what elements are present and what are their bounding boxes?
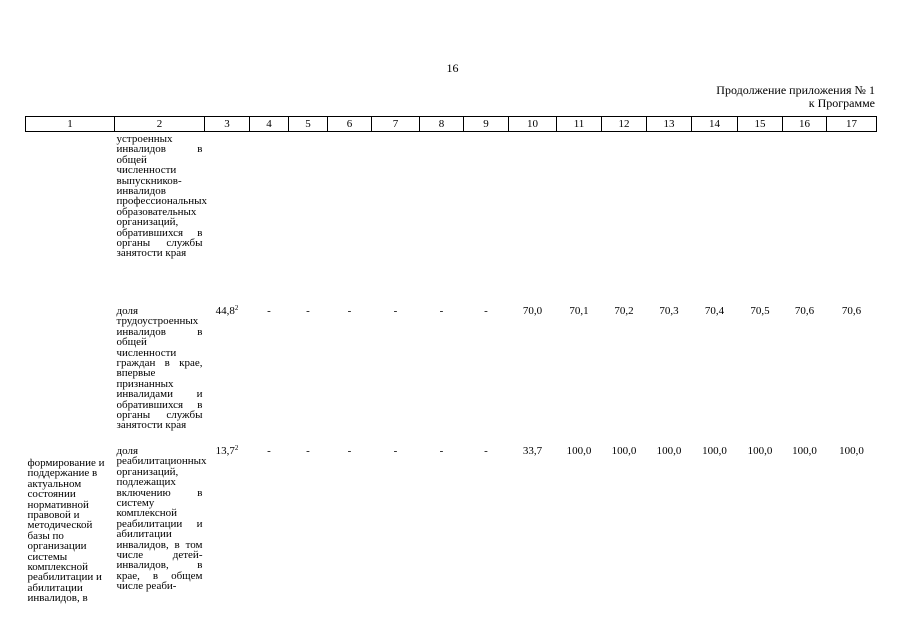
- value-cell: -: [306, 445, 310, 457]
- value-cell: [250, 132, 289, 303]
- value-cell: [783, 132, 827, 303]
- value-cell: [464, 132, 509, 303]
- table-row: [26, 132, 877, 303]
- value-cell: -: [347, 445, 352, 457]
- indicator-cell: доля реабилитационных организаций, подлежащих включению в систему комплексной реабилитации и абилитации инвалидов, в том числе детей-инвалидов, в крае, в общем числе реаби-: [116, 445, 207, 593]
- value-cell: -: [484, 445, 488, 457]
- column-header: 10: [509, 117, 557, 132]
- value-cell: 70,3: [659, 305, 679, 317]
- column-header: 6: [328, 117, 372, 132]
- value-cell: 70,1: [569, 305, 589, 317]
- table-row: [26, 440, 877, 604]
- column-header: 5: [289, 117, 328, 132]
- column-header: 17: [827, 117, 877, 132]
- appendix-line-2: к Программе: [808, 96, 875, 110]
- task-cell: [26, 302, 115, 440]
- column-header: 15: [738, 117, 783, 132]
- column-header: 13: [647, 117, 692, 132]
- value-cell: [827, 132, 877, 303]
- value-cell: -: [393, 445, 398, 457]
- column-header: 4: [250, 117, 289, 132]
- table-row: [26, 302, 877, 440]
- value-cell: 70,4: [704, 305, 725, 317]
- page-number: 16: [446, 61, 459, 75]
- value-cell: -: [306, 305, 310, 317]
- value-cell: [509, 132, 557, 303]
- value-cell: [602, 132, 647, 303]
- value-cell: 100,0: [656, 445, 682, 457]
- base-value-cell: [205, 132, 250, 303]
- value-cell: 100,0: [747, 445, 773, 457]
- column-header: 1: [26, 117, 115, 132]
- value-cell: -: [393, 305, 398, 317]
- column-header: 3: [205, 117, 250, 132]
- appendix-caption: [716, 84, 875, 110]
- value-cell: [647, 132, 692, 303]
- indicator-cell: устроенных инвалидов в общей численности выпускников-инвалидов профессиональных образовательных организаций, обратившихся в органы службы занятости края: [116, 133, 207, 260]
- program-indicators-table: [25, 116, 877, 604]
- base-value-cell: 44,8$^2$: [215, 304, 239, 317]
- value-cell: [738, 132, 783, 303]
- appendix-line-1: Продолжение приложения № 1: [716, 83, 875, 97]
- column-header: 12: [602, 117, 647, 132]
- task-cell: [26, 132, 115, 303]
- value-cell: -: [267, 305, 271, 317]
- column-header: 16: [783, 117, 827, 132]
- value-cell: 33,7: [522, 445, 543, 457]
- value-cell: -: [439, 445, 444, 457]
- value-cell: [372, 132, 420, 303]
- value-cell: 100,0: [839, 445, 864, 457]
- value-cell: -: [439, 305, 444, 317]
- value-cell: -: [267, 445, 271, 457]
- value-cell: -: [347, 305, 352, 317]
- column-header: 8: [420, 117, 464, 132]
- value-cell: 70,6: [794, 305, 815, 317]
- value-cell: 100,0: [792, 445, 817, 457]
- value-cell: 100,0: [702, 445, 727, 457]
- column-header: 9: [464, 117, 509, 132]
- column-number-row: [26, 117, 877, 132]
- value-cell: [289, 132, 328, 303]
- column-header: 14: [692, 117, 738, 132]
- value-cell: 100,0: [611, 445, 637, 457]
- value-cell: [557, 132, 602, 303]
- column-header: 2: [115, 117, 205, 132]
- value-cell: -: [484, 305, 488, 317]
- value-cell: 70,0: [522, 305, 543, 317]
- base-value-cell: 13,7$^2$: [215, 444, 239, 457]
- value-cell: [692, 132, 738, 303]
- value-cell: 100,0: [566, 445, 592, 457]
- value-cell: [328, 132, 372, 303]
- value-cell: 70,6: [841, 305, 862, 317]
- column-header: 11: [557, 117, 602, 132]
- value-cell: 70,5: [750, 305, 770, 317]
- task-cell: формирование и поддержание в актуальном состоянии нормативной правовой и методической базы по организации системы комплексной реабилитации и абилитации инвалидов, в: [27, 457, 105, 605]
- value-cell: 70,2: [614, 305, 634, 317]
- value-cell: [420, 132, 464, 303]
- column-header: 7: [372, 117, 420, 132]
- indicator-cell: доля трудоустроенных инвалидов в общей численности граждан в крае, впервые признанных инвалидами и обратившихся в органы службы занятости края: [116, 305, 203, 432]
